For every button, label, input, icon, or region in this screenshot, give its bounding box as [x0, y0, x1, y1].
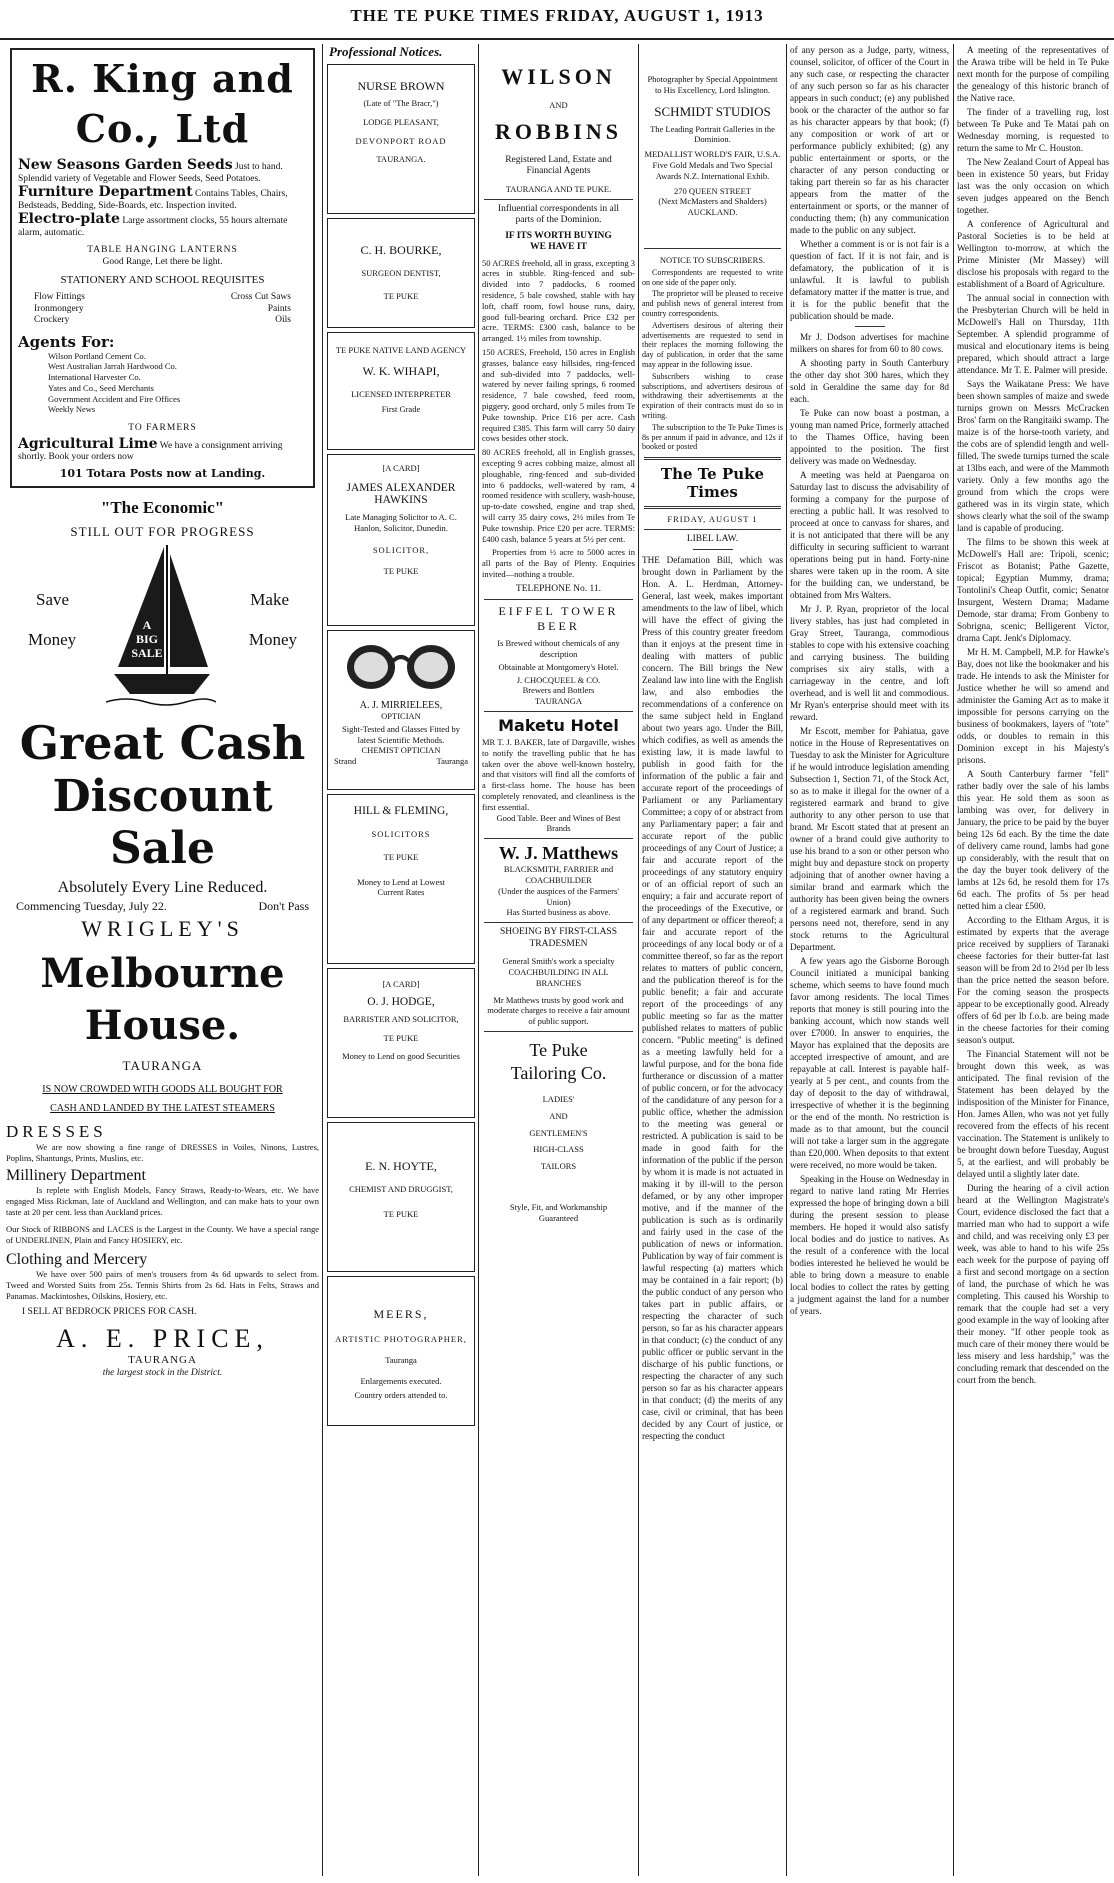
- hill-fleming-card: [327, 794, 475, 964]
- king-agent: West Australian Jarrah Hardwood Co.: [48, 361, 177, 372]
- paper-title: The Te Puke Times: [660, 465, 765, 502]
- card-line: Tauranga: [385, 1354, 417, 1365]
- king-pair-left: Ironmongery: [34, 303, 84, 314]
- king-seeds-text: Just to hand. Splendid variety of Vegetable and Flower Seeds, Seed Potatoes.: [18, 162, 283, 184]
- king-pair: [34, 315, 291, 327]
- economic-make: Make: [250, 589, 289, 609]
- card-line: E. N. HOYTE,: [365, 1159, 437, 1173]
- wr-telephone: TELEPHONE No. 11.: [515, 583, 602, 594]
- maketu-text: MR T. J. BAKER, late of Dargaville, wishes to notify the travelling public that he has taken over the above well-known hostelry, and that visitors will find all the comforts of a first-class home. The house has been completely renovated, and cleanliness is the first essential.: [482, 736, 635, 812]
- king-agent: Yates and Co., Seed Merchants: [48, 382, 154, 393]
- card-line: Late Managing Solicitor to A. C. Hanlon, Solicitor, Dunedin.: [345, 511, 457, 533]
- card-line: [A CARD]: [382, 463, 420, 473]
- property-listing: 50 ACRES freehold, all in grass, excepting 3 acres in stubble. Ring-fenced and sub-divided into 7 paddocks, 6 roomed residence, 5 bale cowshed, stable with hay loft, chaff room, fowl house runs, dairy, good full-bearing orchard. Price £32 per acre. TERMS: £300 cash, balance to be arranged. 1½ miles from township.: [482, 257, 635, 344]
- news-para: Mr J. P. Ryan, proprietor of the local livery stables, has just had completed in Gray Street, Tauranga, commodious stables to cope with his extensive coaching and carrying business. The building comprises six airy stalls, with a carriageway in the centre, and loft overhead, and is well lit and commodious. Mr Ryan's enterprise should meet with its reward.: [790, 604, 949, 722]
- column-rule: [638, 44, 639, 1876]
- wr-line: Influential correspondents in all parts of the Dominion.: [497, 203, 620, 226]
- masthead: [0, 0, 1114, 40]
- economic-dont: Don't Pass: [258, 898, 309, 913]
- news-para: According to the Eltham Argus, it is estimated by experts that the average price received by suppliers of Taranaki cheese factories for their butter-fat last season will be from 2d to 2½d per lb less than the price netted the season before. For the coming season the prospects appear to be exceptionally good. Already offers of 6d per lb f.o.b. are being made in the cheese factories for their coming season's output.: [957, 915, 1109, 1045]
- card-line: LICENSED INTERPRETER: [351, 388, 451, 399]
- property-listing: 150 ACRES, Freehold, 150 acres in English grasses, balance easy hillsides, ring-fenced and sub-divided into 7 paddocks, well-watered by never failing springs, 6 roomed residence, 7 bale cowshed, feed room, piggery, good orchard, only 5 miles from Te Puke township. Price £16 per acre. Cash required £385. This farm will carry 50 dairy cows besides other stock.: [482, 346, 635, 444]
- professional-notices-header: Professional Notices.: [329, 44, 443, 59]
- hawkins-card: [327, 454, 475, 626]
- shoeing-trust: Mr Matthews trusts by good work and moderate charges to receive a fair amount of public support.: [487, 994, 630, 1027]
- hoyte-card: [327, 1122, 475, 1272]
- news-para: Speaking in the House on Wednesday in regard to native land rating Mr Herries expressed the hope of bringing down a bill during the present session to please members. He hoped it would also satisfy local bodies and do justice to natives. As the result of a conference with the local bodies interested he believed he would be able to bring down a measure to enable local bodies to collect the rates by getting a judgment against the land for a number of years.: [790, 1174, 949, 1316]
- card-line: TE PUKE: [383, 566, 419, 577]
- tailoring-title-a: Te Puke: [529, 1039, 588, 1060]
- wr-properties: [480, 258, 637, 580]
- notice-para: The subscription to the Te Puke Times is 8s per annum if paid in advance, and 12s if booked or posted: [642, 422, 783, 452]
- news-column-6: [955, 44, 1111, 1386]
- notice-para: Subscribers wishing to cease subscriptions, and advertisers desirous of withdrawing their advertisements at the expiration of their contracts must do so in writing.: [642, 371, 783, 420]
- column-rule: [786, 44, 787, 1876]
- wihapi-card: [327, 332, 475, 450]
- matthews-line: Has Started business as above.: [506, 907, 611, 918]
- tailoring-line: AND: [549, 1110, 568, 1121]
- news-para: A South Canterbury farmer "fell" rather badly over the sale of his lambs this year. He sold them as soon as lambing was over, for delivery in January, the price to be paid by the buyer being 12s 6d each. By the time the date of delivery came round, lambs had gone up considerably, with the result that on the day the buyer took delivery of the lambs at 12s 6d, he resold them for 17s 6d each. The profits of 5s per head netted him a clear £500.: [957, 769, 1109, 911]
- shoeing-text: General Smith's work a specialty COACHBUILDING IN ALL BRANCHES: [502, 956, 615, 988]
- card-line: HILL & FLEMING,: [353, 805, 449, 817]
- news-para: of any person as a Judge, party, witness, counsel, solicitor, of officer of the Court in any such case, or respecting the character of any such person so far as his character appears in such conduct; (e) any published book or the character of the author so far as his character appears by that book; (f) any composition or work of art or performance publicly exhibited; (g) any public entertainment or sports, or the character of any person conducting or taking part therein so far as his character appears from the matter of the entertainment or sports, or the manner of conducting them; (h) any communication made to the public on any subject.: [790, 45, 949, 235]
- king-agent: Wilson Portland Cement Co.: [48, 350, 146, 361]
- economic-sail-area: [6, 540, 319, 715]
- schmidt-name: SCHMIDT STUDIOS: [654, 103, 771, 119]
- libel-article: [640, 554, 785, 1442]
- libel-para: THE Defamation Bill, which was brought down in Parliament by the Hon. A. L. Herdman, Attorney-General, last week, makes important amendments to the law of libel, which will have the effect of giving the Press of this country greater freedom than it enjoys at the present time in dealing with matters of public concern. The Bill brings the New Zealand law into line with the English law, and also embodies the recommendations of a conference on the same subject held in England about two years ago. Under the Bill, which codifies, as well as amends the existing law, it is made lawful to publish in good faith for the information of the public a fair and accurate report of the proceedings of Parliament or any Parliamentary Committee; a copy of or abstract from any Parliamentary paper; a fair and accurate report of the public proceedings of any Court of Justice; a fair and accurate report of the proceedings of any statutory enquiry or of an official report of such an enquiry; a fair and accurate report of the proceedings of the Executive, or of any department or officer thereof; a fair and accurate report of the proceedings of any local body or of a committee thereof, so far as the report relates to matters of public concern, and the publication thereof is for the public benefit; a fair and accurate report of the proceedings of any public meeting so far as the matter published relates to matters of public concern. "Public meeting" is defined as a meeting lawfully held for a lawful purpose, and for the bona fide furtherance or discussion of a matter of public concern, or for the advocacy of the candidature of any person for a public office, whether the admission to the meeting was general or restricted. A publication is said to be made in good faith for the information of the public if the person by whom it is made is not actuated in making it by ill-will to the person defamed, or by any other improper motive, and if the manner of the publication is such as is ordinarily and fairly used in the case of the publication of news or information. Publication by way of fair comment is lawful respecting (a) matters which may be contained in a fair report; (b) the public conduct of any person who takes part in public affairs, or respecting the character of such person, so far as his character appears in that conduct; (c) the conduct of any public officer or public servant in the discharge of his public functions, or respecting the character of any such person so far as his character appears in that conduct; (d) the merits of any case, civil or criminal, that has been decided by any Court of justice, or respecting the conduct: [642, 555, 783, 1442]
- column-4: [640, 44, 785, 1876]
- column-rule: [953, 44, 954, 1876]
- column-3: [480, 44, 637, 1876]
- economic-commencing: Commencing Tuesday, July 22.: [16, 898, 167, 913]
- melbourne-name: Melbourne House.: [40, 949, 285, 1049]
- king-lanterns: TABLE HANGING LANTERNS: [87, 245, 238, 255]
- card-line: NURSE BROWN: [357, 79, 445, 93]
- card-line: CHEMIST OPTICIAN: [361, 745, 441, 756]
- card-line: Sight-Tested and Glasses Fitted by latest Scientific Methods.: [342, 723, 460, 745]
- king-agent: Government Accident and Fire Offices: [48, 393, 181, 404]
- news-para: A shooting party in South Canterbury the other day shot 300 hares, which they sold in Geraldine the same day for 8d each.: [790, 358, 949, 404]
- king-pair-left: Crockery: [34, 315, 70, 325]
- price-name: A. E. PRICE,: [56, 1324, 269, 1354]
- economic-discount: Discount Sale: [52, 770, 273, 874]
- card-line: W. K. WIHAPI,: [362, 363, 440, 378]
- king-agent: International Harvester Co.: [48, 372, 141, 383]
- notice-para: The proprietor will be pleased to receive and publish news of general interest from country correspondents.: [642, 289, 783, 318]
- economic-absolutely: Absolutely Every Line Reduced.: [57, 878, 268, 896]
- column-5: [788, 44, 951, 1876]
- news-para: The films to be shown this week at McDowell's Hall are: Tripoli, scenic; Friscot as Botanist; Pathe Gazette, topical; Egyptian Mummy, drama; Tontolini's Cheap Outfit, comic; Senator Insurgent, Western Drama; Madame Demode, star drama; From Gonbeny to Sobrigna, scenic; Belligerent Victor, drama Capt. Jenk's Diplomacy.: [957, 537, 1109, 643]
- card-line: DEVONPORT ROAD: [355, 135, 447, 146]
- news-para: The Financial Statement will not be brought down this week, as was anticipated. The final revision of the Statement has been delayed by the indisposition of the Minister for Finance, Hon. James Allen, who was not yet fully recovered from the effects of his recent vaccination. The Statement is unlikely to be brought down before Tuesday, August 5, at the earliest, and will probably be delayed until a slightly later date.: [957, 1049, 1109, 1179]
- eiffel-line: Is Brewed without chemicals of any description: [497, 638, 620, 659]
- king-pair-right: Oils: [275, 315, 291, 325]
- card-line: JAMES ALEXANDER HAWKINS: [346, 481, 456, 506]
- king-electro-text: Large assortment clocks, 55 hours alternate alarm, automatic.: [18, 216, 288, 238]
- king-stationery: STATIONERY AND SCHOOL REQUISITES: [60, 274, 265, 286]
- card-line: TE PUKE: [383, 851, 419, 862]
- news-para: Mr H. M. Campbell, M.P. for Hawke's Bay, does not like the bookmaker and his trade. He intends to ask the Minister for Justice whether he will so amend and administer the Gaming Act as to make it impossible for persons carrying on the business of bookmakers, layers of "tote" odds, or doubles to remain in this Dominion except in his Majesty's prisons.: [957, 647, 1109, 765]
- card-line: TE PUKE: [383, 1032, 419, 1043]
- schmidt-line: (Next McMasters and Shalders): [658, 196, 767, 207]
- card-line: First Grade: [381, 403, 421, 414]
- king-posts: 101 Totara Posts now at Landing.: [59, 466, 266, 480]
- news-para: Says the Waikatane Press: We have been shown samples of maize and swede turnips grown on Messrs McCracken Bros' farm on the Rangitaiki swamp. The maize is of the horse-tooth variety, and the cobs are of splendid length and well-filled. The swede turnips turned the scale at 13lbs each, and were of the Mammoth variety. Only a few months ago the ground from which the crops were gathered was in its virgin state, which shows clearly what the soil of the swamp land is capable of producing.: [957, 379, 1109, 533]
- card-line: TAURANGA.: [376, 154, 426, 165]
- melbourne-clothing-text: We have over 500 pairs of men's trousers from 4s 6d upwards to select from. Tweed and Worsted Suits from 25s. Tennis Shirts from 2s 6d. Hats in Felts, Straws and Panamas. Mackintoshes, Oilskins, Hosiery, etc.: [6, 1269, 319, 1301]
- news-column-5: [788, 44, 951, 1317]
- king-lime-head: Agricultural Lime: [18, 435, 158, 452]
- king-pair-right: Cross Cut Saws: [230, 292, 291, 302]
- eiffel-line: Brewers and Bottlers: [522, 685, 595, 696]
- tailoring-line: Style, Fit, and Workmanship Guaranteed: [509, 1201, 608, 1223]
- king-seeds-head: New Seasons Garden Seeds: [18, 157, 233, 173]
- sail-line: BIG: [135, 631, 158, 646]
- melbourne-crowded: IS NOW CROWDED WITH GOODS ALL BOUGHT FOR: [42, 1083, 283, 1095]
- card-line: OPTICIAN: [381, 711, 421, 721]
- price-largest: the largest stock in the District.: [102, 1368, 223, 1379]
- king-lime-text: We have a consignment arriving shortly. Book your orders now: [18, 440, 283, 463]
- economic-money-left: Money: [28, 629, 77, 649]
- king-pair-right: Paints: [267, 303, 291, 314]
- news-para: A few years ago the Gisborne Borough Council initiated a municipal banking scheme, which seems to have found much favor among residents. The local Times reports that money is still pouring into the banking account, which now stands well over £7000. In answer to enquiries, the Mayor has explained that the deposits are accepted irrespective of amount, and are repayable at call. Interest is payable half-yearly at 5 per cent., and counts from the day of deposit to the day of withdrawal, irrespective of whether it is the beginning or the end of the month. No restriction is made as to that amount, but the council will not take a larger sum in the aggregate than £20,000. When deposits to that extent were received, no more would be taken.: [790, 956, 949, 1170]
- card-line: Money to Lend on good Securities: [342, 1051, 460, 1062]
- matthews-line: (Under the auspices of the Farmers' Union): [498, 885, 619, 907]
- melbourne-ribbons: Our Stock of RIBBONS and LACES is the Largest in the County. We have a special range of UNDERLINEN, Plain and Fancy HOSIERY, etc.: [6, 1223, 319, 1245]
- card-line: Enlargements executed.: [360, 1375, 442, 1386]
- news-para: The finder of a travelling rug, lost between Te Puke and Te Matai pah on Wednesday morning, is requested to return the same to Mr C. Houston.: [957, 107, 1109, 153]
- king-furniture-head: Furniture Department: [18, 184, 193, 200]
- tailoring-line: HIGH-CLASS: [533, 1144, 584, 1155]
- bourke-card: [327, 218, 475, 328]
- schmidt-line: MEDALLIST WORLD'S FAIR, U.S.A. Five Gold Medals and Two Special Awards N.Z. International Exhib.: [644, 149, 781, 181]
- melbourne-millinery-head: Millinery Department: [6, 1167, 146, 1185]
- card-line: BARRISTER AND SOLICITOR,: [343, 1013, 459, 1024]
- notice-para: Correspondents are requested to write on one side of the paper only.: [642, 267, 783, 287]
- news-para: Mr Escott, member for Pahiatua, gave notice in the House of Representatives on Tuesday to ask the Minister for Agriculture if he would introduce legislation amending Subsection 1, Section 71, of the Stock Act, so as to make it illegal for the owner of a registered earmark and brand to give authority to any other person to use that brand. Mr Escott stated that at present an owner of a brand could give authority to use his brand to a son or other person who might buy and depasture stock on property adjoining that of another owner having a similar brand and earmark which the authority has been given being the owners of a registered earmark and brand. Such persons need not, therefore, send in any stock returns to the Agricultural Department.: [790, 726, 949, 952]
- king-agents-head: Agents For:: [18, 332, 115, 351]
- eiffel-line: Obtainable at Montgomery's Hotel.: [498, 661, 619, 672]
- melbourne-millinery-text: Is replete with English Models, Fancy Straws, Ready-to-Wears, etc. We have engaged Miss Rickman, late of Auckland and Wellington, and can make hats to your own taste at 20 per cent. less than Auckland prices.: [6, 1185, 319, 1217]
- tailoring-line: TAILORS: [540, 1161, 577, 1172]
- wr-line: TAURANGA AND TE PUKE.: [505, 183, 612, 194]
- card-line: LODGE PLEASANT,: [363, 116, 439, 127]
- melbourne-sell: I SELL AT BEDROCK PRICES FOR CASH.: [22, 1306, 197, 1317]
- schmidt-line: 270 QUEEN STREET: [674, 185, 751, 196]
- spectacles-icon: [341, 635, 461, 695]
- property-listing: 80 ACRES freehold, all in English grasses, excepting 9 acres cobbing maize, almost all ploughable, ring-fenced and sub-divided into 6 paddocks, well-watered by ram, 4 roomed residence with scullery, wash-house, up-to-date cowshed, engine and trap shed, will carry 35 dairy cows, 2½ miles from Te Puke township. Price £20 per acre. TERMS: £400 cash, balance 5 years at 5½ per cent.: [482, 447, 635, 544]
- king-farmers: TO FARMERS: [128, 423, 197, 434]
- king-advert: [10, 48, 315, 488]
- news-para: A meeting was held at Paengaroa on Saturday last to discuss the advisability of forming a company for the purpose of erecting a public hall. It was resolved to proceed at once to canvass for shares, and it is not anticipated that there will be any difficulty in securing sufficient to warrant operations being put in hand. Forty-nine shares were taken up in the room. A site for the building can, we understand, be obtained from Mrs Walters.: [790, 470, 949, 600]
- king-lime: [18, 435, 307, 464]
- king-name: R. King and Co., Ltd: [31, 56, 294, 151]
- tailoring-line: LADIES': [542, 1093, 575, 1104]
- melbourne-clothing-head: Clothing and Mercery: [6, 1251, 148, 1269]
- column-6: [955, 44, 1111, 1876]
- king-furniture-text: Contains Tables, Chairs, Bedsteads, Bedding, Side-Boards, etc. Inspection invited.: [18, 189, 288, 211]
- melbourne-dresses-head: DRESSES: [6, 1121, 107, 1141]
- eiffel-line: TAURANGA: [534, 696, 582, 707]
- matthews-title: W. J. Matthews: [498, 843, 619, 864]
- masthead-title: THE TE PUKE TIMES FRIDAY, AUGUST 1, 1913: [350, 6, 764, 25]
- notice-para: Advertisers desirous of altering their advertisements are requested to send in their replaces the morning following the day of publication, in order that the same may appear in the following issue.: [642, 320, 783, 369]
- card-line: C. H. BOURKE,: [360, 243, 442, 257]
- maketu-title: Maketu Hotel: [498, 715, 619, 735]
- schmidt-top: Photographer by Special Appointment to His Excellency, Lord Islington.: [647, 74, 778, 95]
- tailoring-title-b: Tailoring Co.: [510, 1062, 607, 1083]
- king-seeds: [18, 157, 307, 185]
- hodge-card: [327, 968, 475, 1118]
- economic-advert: [6, 498, 319, 942]
- masthead-rule: [0, 38, 1114, 40]
- king-pair: [34, 292, 291, 304]
- card-line: Tauranga: [436, 756, 468, 767]
- king-pair-left: Flow Fittings: [34, 292, 85, 302]
- card-line: MEERS,: [373, 1307, 429, 1321]
- meers-card: [327, 1276, 475, 1426]
- melbourne-advert: [6, 948, 319, 1378]
- column-1: [6, 44, 319, 1876]
- melbourne-dresses-text: We are now showing a fine range of DRESSES in Voiles, Ninons, Lustres, Poplins, Shantungs, Prints, Muslins, etc.: [6, 1141, 319, 1163]
- sail-line: A: [142, 617, 152, 632]
- king-electro-head: Electro-plate: [18, 211, 120, 227]
- wilson-robbins-advert: [480, 64, 637, 254]
- card-line: [A CARD]: [382, 979, 420, 989]
- card-line: TE PUKE NATIVE LAND AGENCY: [335, 345, 467, 355]
- schmidt-advert: [640, 74, 785, 218]
- card-line: Money to Lend at Lowest Current Rates: [357, 876, 445, 898]
- sail-text: [122, 618, 172, 660]
- economic-great: Great Cash: [19, 715, 306, 770]
- news-para: The annual social in connection with the Presbyterian Church will be held in McDowell's Hall on Thursday, 11th September. A splendid programme of musical and elocutionary items is being prepared, which should attract a large attendance. Mr T. E. Palmer will preside.: [957, 293, 1109, 375]
- economic-save: Save: [36, 589, 70, 609]
- paper-date: FRIDAY, AUGUST 1: [667, 514, 758, 525]
- card-line: Strand: [334, 756, 357, 767]
- melbourne-cash: CASH AND LANDED BY THE LATEST STEAMERS: [50, 1102, 275, 1114]
- price-town: TAURANGA: [128, 1354, 197, 1367]
- card-line: Country orders attended to.: [354, 1390, 448, 1401]
- card-line: TE PUKE: [383, 290, 419, 301]
- schmidt-line: AUCKLAND.: [687, 207, 738, 218]
- property-note: Properties from ½ acre to 5000 acres in all parts of the Bay of Plenty. Enquiries invited—nothing a trouble.: [482, 547, 635, 579]
- card-line: (Late of "The Bracr,"): [363, 98, 439, 108]
- wr-name-b: ROBBINS: [494, 118, 623, 144]
- news-para: Mr J. Dodson advertises for machine milkers on shares for from 60 to 80 cows.: [790, 332, 949, 354]
- king-pair: [34, 304, 291, 316]
- news-para: The New Zealand Court of Appeal has been in existence 50 years, but Friday last was the only occasion on which seven judges appeared on the Bench together.: [957, 157, 1109, 215]
- melbourne-town: TAURANGA: [122, 1057, 203, 1073]
- eiffel-line: J. CHOCQUEEL & CO.: [516, 674, 601, 685]
- king-furniture: [18, 184, 307, 212]
- nurse-brown-card: [327, 64, 475, 214]
- notice-head: NOTICE TO SUBSCRIBERS.: [659, 254, 766, 265]
- wr-line: Registered Land, Estate and Financial Agents: [505, 154, 612, 177]
- libel-head: LIBEL LAW.: [686, 533, 739, 544]
- column-2: [325, 44, 477, 1876]
- wr-and: AND: [549, 100, 568, 110]
- news-para: During the hearing of a civil action heard at the Wellington Magistrate's Court, evidence disclosed the fact that a married man who had to support a wife and child, and was receiving only £3 per week, was able to hand to his wife 25s each week for the purpose of paying off a first and second mortgage on a section of land, the purchase of which he was completing. This caused his Worship to remark that the couple had set a very good example in the way of looking after their money. "If other people took as much care of their money there would be less misery and less hardship," was the concluding remark that descended on the court from the bench.: [957, 1183, 1109, 1385]
- news-para: A meeting of the representatives of the Arawa tribe will be held in Te Puke next month for the purpose of compiling the genealogy of this historic branch of the Native race.: [957, 45, 1109, 103]
- sail-line: SALE: [131, 645, 163, 660]
- maketu-good: Good Table. Beer and Wines of Best Brands: [496, 812, 621, 834]
- wr-buying: IF ITS WORTH BUYING WE HAVE IT: [505, 230, 612, 253]
- economic-money-right: Money: [248, 629, 297, 649]
- column-rule: [322, 44, 323, 1876]
- card-line: TE PUKE: [383, 1208, 419, 1219]
- card-line: SOLICITORS: [371, 829, 431, 839]
- mirrielees-card: [327, 630, 475, 790]
- king-agent: Weekly News: [48, 404, 96, 415]
- notice-body: [640, 268, 785, 452]
- card-line: ARTISTIC PHOTOGRAPHER,: [335, 1334, 467, 1344]
- card-line: SURGEON DENTIST,: [361, 268, 441, 278]
- economic-title: "The Economic": [100, 497, 225, 517]
- economic-wrigley: WRIGLEY'S: [81, 915, 244, 941]
- eiffel-title: EIFFEL TOWER BEER: [498, 604, 619, 634]
- card-line: O. J. HODGE,: [367, 995, 435, 1008]
- column-rule: [478, 44, 479, 1876]
- news-para: Te Puke can now boast a postman, a young man named Price, formerly attached to the Thames Office, having been appointed to the position. The first delivery was made on Wednesday.: [790, 408, 949, 466]
- schmidt-line: The Leading Portrait Galleries in the Dominion.: [650, 123, 775, 145]
- shoeing-title: SHOEING BY FIRST-CLASS TRADESMEN: [499, 927, 617, 949]
- economic-sub: STILL OUT FOR PROGRESS: [70, 523, 255, 539]
- tailoring-line: GENTLEMEN'S: [529, 1127, 588, 1138]
- news-para: A conference of Agricultural and Pastoral Societies is to be held at Wellington to-morrow, at which the Prime Minister (Mr Massey) will disclose his proposals with regard to the establishment of a Board of Agriculture.: [957, 219, 1109, 289]
- king-electro: [18, 211, 307, 239]
- king-lanterns-sub: Good Range, Let there be light.: [102, 256, 223, 267]
- matthews-line: BLACKSMITH, FARRIER and COACHBUILDER: [503, 864, 614, 885]
- card-line: SOLICITOR,: [372, 545, 430, 556]
- card-line: A. J. MIRRIELEES,: [359, 700, 443, 711]
- wr-name-a: WILSON: [501, 64, 616, 89]
- news-para: Whether a comment is or is not fair is a question of fact. If it is not fair, and is defamatory, the publication of it is unlawful. It is lawful to publish defamatory matter if the matter is true, and it is for the public benefit that the publication should be made.: [790, 239, 949, 321]
- card-line: CHEMIST AND DRUGGIST,: [349, 1184, 453, 1194]
